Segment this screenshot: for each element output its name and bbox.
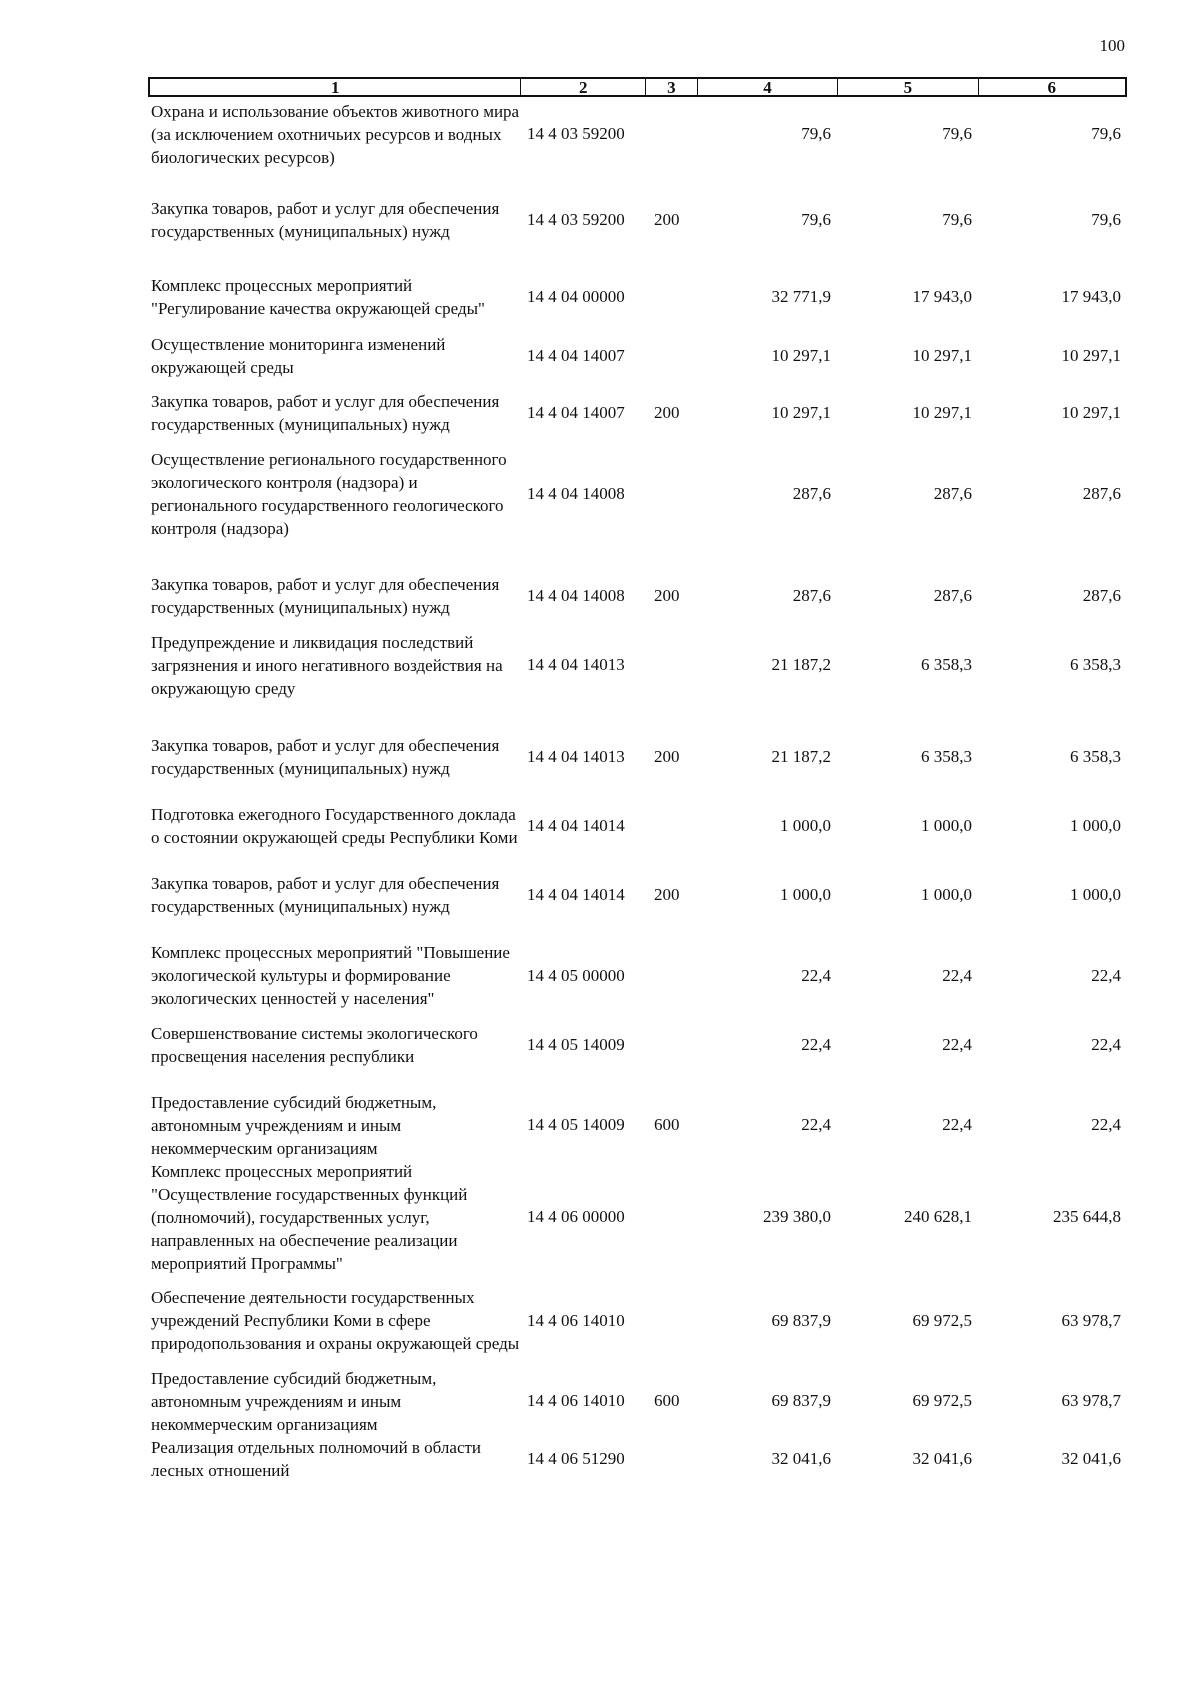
row-value-6: 32 041,6 [1061,1448,1121,1468]
column-header-1: 1 [150,79,521,95]
table-row [148,273,1127,320]
row-expense-type: 600 [654,1115,680,1134]
column-header-row [148,77,1127,97]
row-code: 14 4 06 14010 [527,1391,625,1410]
row-value-5: 6 358,3 [921,747,972,766]
column-header-4: 4 [698,79,838,95]
row-code: 14 4 04 14007 [527,345,625,365]
row-name: Предоставление субсидий бюджетным, автономным учреждениям и иным некоммерческим организациям [151,1368,437,1434]
row-value-4: 79,6 [801,124,831,143]
row-code: 14 4 03 59200 [527,124,625,143]
row-value-5: 69 972,5 [912,1391,972,1410]
row-value-4: 22,4 [801,965,831,985]
row-value-4: 32 771,9 [771,286,831,306]
row-value-6: 6 358,3 [1070,747,1121,766]
row-value-4: 21 187,2 [771,747,831,766]
row-expense-type: 200 [654,747,680,766]
row-value-4: 22,4 [801,1034,831,1054]
table-row [148,185,1127,255]
row-value-4: 239 380,0 [763,1207,831,1226]
table-row [148,1274,1127,1367]
table-row [148,630,1127,700]
row-value-4: 69 837,9 [771,1310,831,1330]
table-row [148,561,1127,631]
row-value-5: 287,6 [933,586,972,605]
row-value-5: 1 000,0 [921,885,972,904]
table-row [148,791,1127,861]
row-value-6: 1 000,0 [1070,885,1121,904]
row-expense-type: 200 [654,403,680,422]
row-expense-type: 600 [654,1391,680,1410]
row-name: Закупка товаров, работ и услуг для обеспечения государственных (муниципальных) нужд [151,575,500,617]
row-value-5: 79,6 [942,210,972,229]
row-name: Охрана и использование объектов животного мира (за исключением охотничьих ресурсов и водных биологических ресурсов) [151,101,520,167]
page-number: 100 [1099,36,1125,55]
row-value-5: 22,4 [942,965,972,985]
row-value-4: 21 187,2 [771,655,831,674]
row-value-6: 287,6 [1082,586,1121,605]
row-code: 14 4 04 14014 [527,816,625,835]
row-code: 14 4 06 14010 [527,1310,625,1330]
table-row [148,1021,1127,1068]
row-value-4: 1 000,0 [780,885,831,904]
row-code: 14 4 05 00000 [527,965,625,985]
row-expense-type: 200 [654,586,680,605]
row-value-5: 10 297,1 [912,403,972,422]
row-name: Обеспечение деятельности государственных учреждений Республики Коми в сфере природопользования и охраны окружающей среды [151,1288,520,1353]
row-name: Осуществление регионального государственного экологического контроля (надзора) и регионального государственного геологического контроля (надзора) [151,449,507,538]
row-name: Закупка товаров, работ и услуг для обеспечения государственных (муниципальных) нужд [151,874,500,916]
row-value-5: 287,6 [933,483,972,503]
table-row [148,929,1127,1022]
row-value-5: 240 628,1 [904,1207,972,1226]
row-code: 14 4 04 14013 [527,747,625,766]
row-value-5: 17 943,0 [912,286,972,306]
row-value-6: 79,6 [1091,210,1121,229]
row-name: Совершенствование системы экологического просвещения населения республики [151,1023,478,1066]
row-name: Осуществление мониторинга изменений окружающей среды [151,334,446,377]
row-code: 14 4 04 14013 [527,655,625,674]
table-row [148,1159,1127,1275]
row-name: Закупка товаров, работ и услуг для обеспечения государственных (муниципальных) нужд [151,199,500,241]
row-code: 14 4 03 59200 [527,210,625,229]
row-value-4: 287,6 [792,586,831,605]
row-value-5: 69 972,5 [912,1310,972,1330]
column-header-5: 5 [838,79,978,95]
row-code: 14 4 06 51290 [527,1448,625,1468]
row-value-4: 287,6 [792,483,831,503]
table-row [148,447,1127,540]
row-value-6: 1 000,0 [1070,816,1121,835]
table-row [148,1366,1127,1436]
row-value-4: 10 297,1 [771,345,831,365]
row-value-5: 10 297,1 [912,345,972,365]
row-code: 14 4 04 14007 [527,403,625,422]
row-value-5: 32 041,6 [912,1448,972,1468]
row-expense-type: 200 [654,210,680,229]
row-value-5: 79,6 [942,124,972,143]
table-row [148,378,1127,448]
row-name: Комплекс процессных мероприятий "Регулирование качества окружающей среды" [151,275,485,318]
row-value-4: 1 000,0 [780,816,831,835]
row-value-4: 32 041,6 [771,1448,831,1468]
row-expense-type: 200 [654,885,680,904]
row-value-6: 10 297,1 [1061,345,1121,365]
row-value-6: 287,6 [1082,483,1121,503]
table-row [148,99,1127,169]
row-value-5: 22,4 [942,1034,972,1054]
row-name: Предупреждение и ликвидация последствий загрязнения и иного негативного воздействия на окружающую среду [151,632,503,698]
row-name: Предоставление субсидий бюджетным, автономным учреждениям и иным некоммерческим организациям [151,1092,437,1158]
table-row [148,860,1127,930]
row-value-6: 6 358,3 [1070,655,1121,674]
row-value-5: 1 000,0 [921,816,972,835]
row-value-5: 22,4 [942,1115,972,1134]
table-row [148,1435,1127,1482]
row-name: Комплекс процессных мероприятий "Осуществление государственных функций (полномочий), государственных услуг, направленных на обеспечение реализации мероприятий Программы" [151,1161,468,1273]
row-code: 14 4 04 14008 [527,586,625,605]
row-name: Комплекс процессных мероприятий "Повышение экологической культуры и формирование экологических ценностей у населения" [151,943,510,1008]
table-row [148,722,1127,792]
row-name: Закупка товаров, работ и услуг для обеспечения государственных (муниципальных) нужд [151,736,500,778]
row-value-6: 63 978,7 [1061,1391,1121,1410]
row-name: Подготовка ежегодного Государственного доклада о состоянии окружающей среды Республики Коми [151,805,518,847]
row-name: Закупка товаров, работ и услуг для обеспечения государственных (муниципальных) нужд [151,392,500,434]
row-value-6: 235 644,8 [1053,1207,1121,1226]
row-name: Реализация отдельных полномочий в области лесных отношений [151,1437,482,1480]
row-value-4: 10 297,1 [771,403,831,422]
row-value-6: 17 943,0 [1061,286,1121,306]
row-value-6: 22,4 [1091,1034,1121,1054]
row-value-4: 22,4 [801,1115,831,1134]
row-value-5: 6 358,3 [921,655,972,674]
row-value-6: 63 978,7 [1061,1310,1121,1330]
row-code: 14 4 05 14009 [527,1034,625,1054]
row-code: 14 4 04 00000 [527,286,625,306]
column-header-3: 3 [646,79,698,95]
row-code: 14 4 06 00000 [527,1207,625,1226]
row-value-4: 69 837,9 [771,1391,831,1410]
row-code: 14 4 05 14009 [527,1115,625,1134]
row-code: 14 4 04 14014 [527,885,625,904]
row-code: 14 4 04 14008 [527,483,625,503]
row-value-6: 22,4 [1091,965,1121,985]
table-row [148,1090,1127,1160]
row-value-4: 79,6 [801,210,831,229]
row-value-6: 10 297,1 [1061,403,1121,422]
row-value-6: 79,6 [1091,124,1121,143]
column-header-6: 6 [1047,78,1057,97]
row-value-6: 22,4 [1091,1115,1121,1134]
column-header-2: 2 [521,79,645,95]
table-row [148,332,1127,379]
